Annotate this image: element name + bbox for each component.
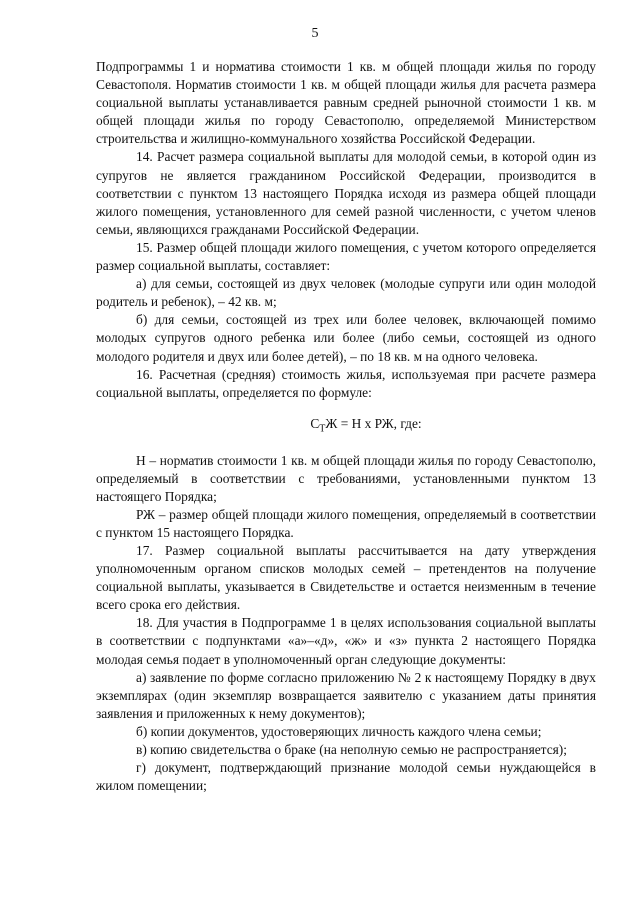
formula-prefix: С bbox=[310, 415, 320, 431]
paragraph-18-a: а) заявление по форме согласно приложению № 2 к настоящему Порядку в двух экземплярах (один экземпляр возвращается заявителю с указанием даты принятия заявления и приложенных к нему документов); bbox=[96, 669, 596, 721]
paragraph-15: 15. Размер общей площади жилого помещения, с учетом которого определяется размер социальной выплаты, составляет: bbox=[96, 239, 596, 274]
definition-rzh: РЖ – размер общей площади жилого помещения, определяемый в соответствии с пунктом 15 настоящего Порядка. bbox=[96, 506, 596, 540]
paragraph-18-g: г) документ, подтверждающий признание молодой семьи нуждающейся в жилом помещении; bbox=[96, 760, 596, 794]
paragraph-18-b: б) копии документов, удостоверяющих личность каждого члена семьи; bbox=[136, 723, 542, 739]
formula bbox=[96, 415, 596, 439]
paragraph-18: 18. Для участия в Подпрограмме 1 в целях использования социальной выплаты в соответствии с подпунктами «а»–«д», «ж» и «з» пункта 2 настоящего Порядка молодая семья подает в уполномоченный орган следующие документы: bbox=[96, 615, 596, 667]
page-number: 5 bbox=[311, 26, 319, 41]
paragraph-16: 16. Расчетная (средняя) стоимость жилья, используемая при расчете размера социальной выплаты, определяется по формуле: bbox=[96, 366, 596, 400]
paragraph-14: 14. Расчет размера социальной выплаты для молодой семьи, в которой один из супругов не является гражданином Российской Федерации, производится в соответствии с пунктом 13 настоящего Порядка исходя из размера общей площади жилого помещения, установленного для семей разной численности, с учетом членов семьи, являющихся гражданами Российской Федерации. bbox=[96, 149, 596, 237]
formula-subscript: Т bbox=[319, 423, 326, 435]
definition-n: Н – норматив стоимости 1 кв. м общей площади жилья по городу Севастополю, определяемый в соответствии с требованиями, установленными пунктом 13 настоящего Порядка; bbox=[96, 452, 596, 504]
paragraph-15-a: а) для семьи, состоящей из двух человек (молодые супруги или один молодой родитель и ребенок), – 42 кв. м; bbox=[96, 276, 596, 310]
paragraph-continuation: Подпрограммы 1 и норматива стоимости 1 кв. м общей площади жилья по городу Севастополя. Норматив стоимости 1 кв. м общей площади жилья для расчета размера социальной выплаты устанавливается равным средней рыночной стоимости 1 кв. м общей площади жилья по городу Севастополю, определяемой Министерством строительства и жилищно-коммунального хозяйства Российской Федерации. bbox=[96, 59, 596, 147]
document-body bbox=[96, 58, 596, 795]
paragraph-17: 17. Размер социальной выплаты рассчитывается на дату утверждения уполномоченным органом списков молодых семей – претендентов на получение социальной выплаты, указывается в Свидетельстве и остается неизменным в течение всего срока его действия. bbox=[96, 543, 596, 613]
paragraph-15-b: б) для семьи, состоящей из трех или более человек, включающей помимо молодых супругов одного ребенка или более (либо семьи, состоящей из одного молодого родителя и двух или более детей), – по 18 кв. м на одного человека. bbox=[96, 312, 596, 364]
paragraph-18-v: в) копию свидетельства о браке (на неполную семью не распространяется); bbox=[136, 742, 567, 758]
formula-rest: Ж = Н х РЖ, где: bbox=[325, 415, 422, 431]
